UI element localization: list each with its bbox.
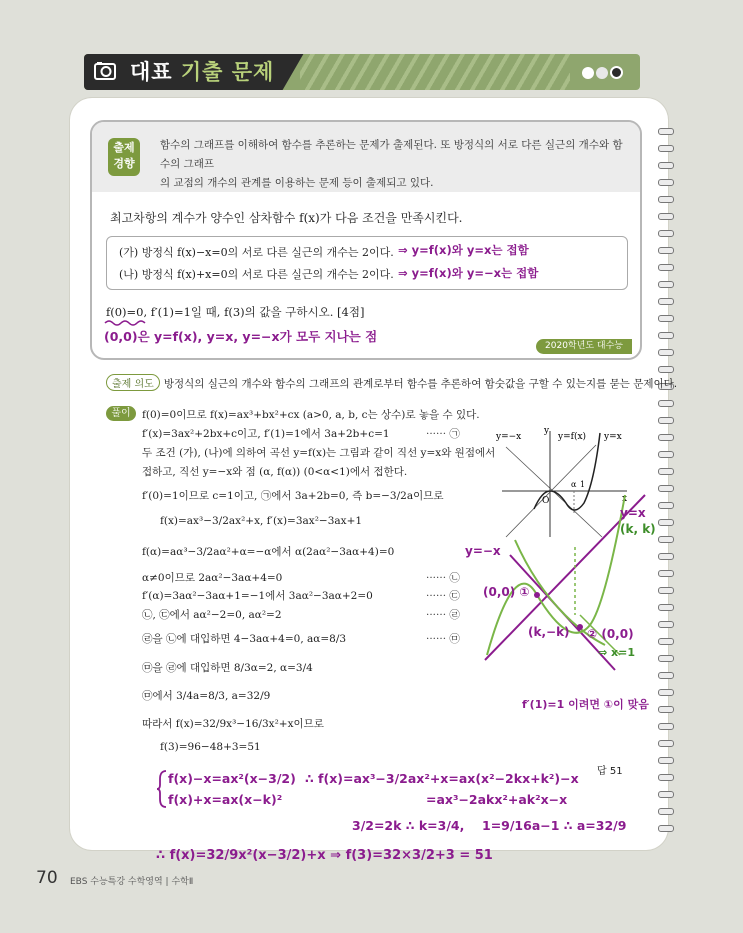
equation-marker: ······ ㉣ <box>426 609 460 621</box>
solution-tag: 풀이 <box>106 406 136 421</box>
trend-badge <box>108 138 140 176</box>
header-stripes <box>300 54 570 90</box>
intent-tag: 출제 의도 <box>106 374 160 391</box>
note-deriv1: ∴ f(x)=ax³−3/2ax²+x=ax(x²−2kx+k²)−x <box>305 771 579 786</box>
solution-line: f(α)=aα³−3/2aα²+α=−α에서 α(2aα²−3aα+4)=0 <box>142 546 395 558</box>
header-dots <box>582 64 625 83</box>
solution-line: f(x)=ax³−3/2ax²+x, f′(x)=3ax²−3ax+1 <box>160 515 363 527</box>
sketch-point <box>534 592 540 598</box>
page-number: 70 <box>36 868 58 888</box>
note-x-eq-1: ⇒ x=1 <box>598 646 636 659</box>
solution-line: 두 조건 (가), (나)에 의하여 곡선 y=f(x)는 그림과 같이 직선 y=x와 원점에서 <box>142 447 496 459</box>
equation-marker: ······ ㉠ <box>426 428 460 440</box>
label-one: 1 <box>580 480 586 489</box>
solution-line: α≠0이므로 2aα²−3aα+4=0 <box>142 572 283 584</box>
answer-mark: 답 51 <box>597 766 623 777</box>
note-eq1: f(x)−x=ax²(x−3/2) <box>168 771 296 786</box>
year-tag: 2020학년도 대수능 <box>536 339 632 354</box>
problem-question: f(0)=0, f′(1)=1일 때, f(3)의 값을 구하시오. [4점] <box>106 305 365 319</box>
note-final: ∴ f(x)=32/9x²(x−3/2)+x ⇒ f(3)=32×3/2+3 = 51 <box>156 848 493 863</box>
trend-badge-line1: 출제 <box>113 141 135 154</box>
solution-line: ㉤에서 3/4a=8/3, a=32/9 <box>142 690 271 702</box>
dot-icon <box>582 67 594 79</box>
section-title-part2: 기출 문제 <box>180 60 275 84</box>
note-pt-00: (0,0) ① <box>483 585 530 599</box>
note-deriv4: 1=9/16a−1 ∴ a=32/9 <box>482 818 627 833</box>
trend-text <box>160 136 630 193</box>
underline-squiggle <box>104 318 148 326</box>
label-right: y=x <box>604 432 622 442</box>
condition-box <box>106 236 628 290</box>
dot-icon <box>596 67 608 79</box>
solution-line: ㉣을 ㉡에 대입하면 4−3aα+4=0, aα=8/3 <box>142 633 347 645</box>
intent-text: 방정식의 실근의 개수와 함수의 그래프의 관계로부터 함수를 추론하여 함숫값을 구할 수 있는지를 묻는 문제이다. <box>163 378 678 390</box>
section-title-part1: 대표 <box>130 60 173 84</box>
solution-line: f′(α)=3aα²−3aα+1=−1에서 3aα²−3aα+2=0 <box>142 590 373 602</box>
note-pt-2: ② (0,0) <box>587 627 634 641</box>
note-pt-green: (k, k) <box>620 522 656 536</box>
note-f1: f′(1)=1 이려면 ①이 맞음 <box>522 698 649 711</box>
note-y-eq-x: y=x <box>620 506 646 520</box>
sketch-point <box>577 624 583 630</box>
dot-icon <box>610 66 623 79</box>
label-origin: O <box>542 496 550 506</box>
intent-line <box>106 374 677 391</box>
camera-icon <box>94 60 116 82</box>
note-pt-k: (k,−k) <box>528 625 570 639</box>
section-title <box>130 56 274 86</box>
solution-line: f(0)=0이므로 f(x)=ax³+bx²+cx (a>0, a, b, c는 상수)로 놓을 수 있다. <box>142 409 480 421</box>
trend-line1: 함수의 그래프를 이해하여 함수를 추론하는 문제가 출제된다. 또 방정식의 서로 다른 실근의 개수와 함수의 그래프 <box>160 139 623 170</box>
label-alpha: α <box>571 480 577 489</box>
trend-badge-line2: 경향 <box>113 157 135 170</box>
note-deriv3: 3/2=2k ∴ k=3/4, <box>352 818 465 833</box>
condition-b: (나) 방정식 f(x)+x=0의 서로 다른 실근의 개수는 2이다. <box>119 268 394 281</box>
brace-icon <box>156 769 168 809</box>
solution-line: f′(x)=3ax²+2bx+c이고, f′(1)=1에서 3a+2b+c=1 <box>142 428 390 440</box>
label-axis-x: x <box>622 494 628 504</box>
note-deriv2: =ax³−2akx²+ak²x−x <box>426 792 568 807</box>
note-y-eq-negx: y=−x <box>465 544 501 558</box>
label-mid: y=f(x) <box>558 432 587 442</box>
solution-line: 접하고, 직선 y=−x와 점 (α, f(α)) (0<α<1)에서 접한다. <box>142 466 408 478</box>
note-cond-b: ⇒ y=f(x)와 y=−x는 접함 <box>398 266 539 280</box>
equation-marker: ······ ㉤ <box>426 633 460 645</box>
solution-line: f′(0)=1이므로 c=1이고, ㉠에서 3a+2b=0, 즉 b=−3/2a이므로 <box>142 490 444 502</box>
label-axis-y: y <box>544 426 550 436</box>
problem-stem: 최고차항의 계수가 양수인 삼차함수 f(x)가 다음 조건을 만족시킨다. <box>110 211 463 225</box>
solution-line: ㉡, ㉢에서 aα²−2=0, aα²=2 <box>142 609 282 621</box>
book-title: EBS 수능특강 수학영역 | 수학Ⅱ <box>70 877 194 887</box>
equation-marker: ······ ㉡ <box>426 572 460 584</box>
equation-marker: ······ ㉢ <box>426 590 460 602</box>
label-left: y=−x <box>496 432 522 442</box>
trend-line2: 의 교점의 개수의 관계를 이용하는 문제 등이 출제되고 있다. <box>160 177 434 189</box>
solution-line: f(3)=96−48+3=51 <box>160 741 261 753</box>
note-cond-a: ⇒ y=f(x)와 y=x는 접함 <box>398 243 529 257</box>
solution-line: 따라서 f(x)=32/9x³−16/3x²+x이므로 <box>142 718 324 730</box>
condition-a: (가) 방정식 f(x)−x=0의 서로 다른 실근의 개수는 2이다. <box>119 246 394 259</box>
note-eq2: f(x)+x=ax(x−k)² <box>168 792 283 807</box>
solution-line: ㉤을 ㉣에 대입하면 8/3α=2, α=3/4 <box>142 662 313 674</box>
note-question: (0,0)은 y=f(x), y=x, y=−x가 모두 지나는 점 <box>104 329 378 344</box>
